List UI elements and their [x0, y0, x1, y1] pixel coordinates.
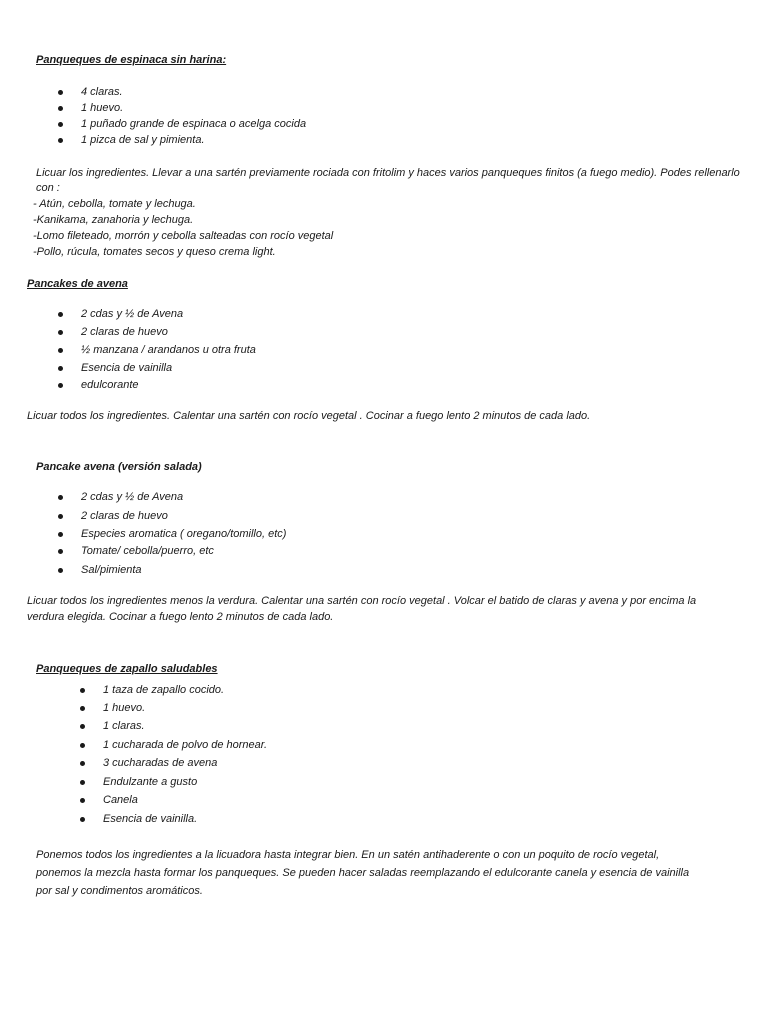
bullet-icon	[58, 122, 63, 127]
section3-title: Pancake avena (versión salada)	[36, 461, 202, 473]
section4-title: Panqueques de zapallo saludables	[36, 663, 218, 675]
bullet-icon	[58, 330, 63, 335]
section1-ingredient-list	[58, 86, 458, 150]
list-item: Esencia de vainilla.	[80, 813, 480, 831]
bullet-icon	[58, 514, 63, 519]
list-item: 1 claras.	[80, 720, 480, 739]
bullet-icon	[58, 568, 63, 573]
section1-paragraph-line: - Atún, cebolla, tomate y lechuga.	[33, 198, 196, 210]
list-item: Tomate/ cebolla/puerro, etc	[58, 545, 458, 564]
section4-paragraph-line: Ponemos todos los ingredientes a la licuadora hasta integrar bien. En un satén antihaderente o con un poquito de rocío vegetal,	[36, 849, 660, 861]
list-item: 2 cdas y ½ de Avena	[58, 491, 458, 510]
section4-paragraph-line: por sal y condimentos aromáticos.	[36, 885, 203, 897]
bullet-icon	[58, 532, 63, 537]
list-item: 1 taza de zapallo cocido.	[80, 684, 480, 702]
list-item: 2 claras de huevo	[58, 510, 458, 528]
bullet-icon	[80, 688, 85, 693]
section1-paragraph-line: -Kanikama, zanahoria y lechuga.	[33, 214, 194, 226]
section4-paragraph-line: ponemos la mezcla hasta formar los panqueques. Se pueden hacer saladas reemplazando el edulcorante canela y esencia de vainilla	[36, 867, 690, 879]
bullet-icon	[80, 743, 85, 748]
bullet-icon	[80, 780, 85, 785]
list-item: 2 cdas y ½ de Avena	[58, 308, 458, 326]
list-item: Endulzante a gusto	[80, 776, 480, 794]
bullet-icon	[80, 706, 85, 711]
list-item: Esencia de vainilla	[58, 362, 458, 379]
bullet-icon	[58, 549, 63, 554]
section2-title: Pancakes de avena	[27, 278, 128, 290]
list-item: 1 huevo.	[80, 702, 480, 720]
section4-ingredient-list	[80, 684, 480, 831]
list-item: 1 pizca de sal y pimienta.	[58, 134, 458, 150]
list-item: Canela	[80, 794, 480, 813]
section3-paragraph-line: verdura elegida. Cocinar a fuego lento 2 minutos de cada lado.	[27, 611, 334, 623]
section1-paragraph-line: Licuar los ingredientes. Llevar a una sartén previamente rociada con fritolim y haces varios panqueques finitos (a fuego medio). Podes rellenarlo	[36, 167, 740, 179]
section1-paragraph-line: -Lomo fileteado, morrón y cebolla salteadas con rocío vegetal	[33, 230, 334, 242]
bullet-icon	[80, 724, 85, 729]
section1-title: Panqueques de espinaca sin harina:	[36, 54, 227, 66]
bullet-icon	[58, 106, 63, 111]
bullet-icon	[80, 798, 85, 803]
section1-paragraph-line: -Pollo, rúcula, tomates secos y queso crema light.	[33, 246, 276, 258]
list-item: 1 huevo.	[58, 102, 458, 118]
list-item: 4 claras.	[58, 86, 458, 102]
section1-paragraph-line: con :	[36, 182, 60, 194]
list-item: ½ manzana / arandanos u otra fruta	[58, 344, 458, 362]
list-item: 2 claras de huevo	[58, 326, 458, 344]
list-item: Especies aromatica ( oregano/tomillo, etc)	[58, 528, 458, 545]
bullet-icon	[58, 383, 63, 388]
section2-ingredient-list	[58, 308, 458, 396]
section3-ingredient-list	[58, 491, 458, 581]
bullet-icon	[80, 761, 85, 766]
bullet-icon	[58, 312, 63, 317]
bullet-icon	[58, 495, 63, 500]
list-item: 3 cucharadas de avena	[80, 757, 480, 776]
list-item: 1 puñado grande de espinaca o acelga cocida	[58, 118, 458, 134]
bullet-icon	[58, 366, 63, 371]
bullet-icon	[80, 817, 85, 822]
bullet-icon	[58, 348, 63, 353]
list-item: 1 cucharada de polvo de hornear.	[80, 739, 480, 757]
list-item: Sal/pimienta	[58, 564, 458, 581]
bullet-icon	[58, 138, 63, 143]
bullet-icon	[58, 90, 63, 95]
section2-paragraph-line: Licuar todos los ingredientes. Calentar una sartén con rocío vegetal . Cocinar a fuego lento 2 minutos de cada lado.	[27, 410, 591, 422]
list-item: edulcorante	[58, 379, 458, 396]
section3-paragraph-line: Licuar todos los ingredientes menos la verdura. Calentar una sartén con rocío vegetal . Volcar el batido de claras y avena y por encima la	[27, 595, 697, 607]
